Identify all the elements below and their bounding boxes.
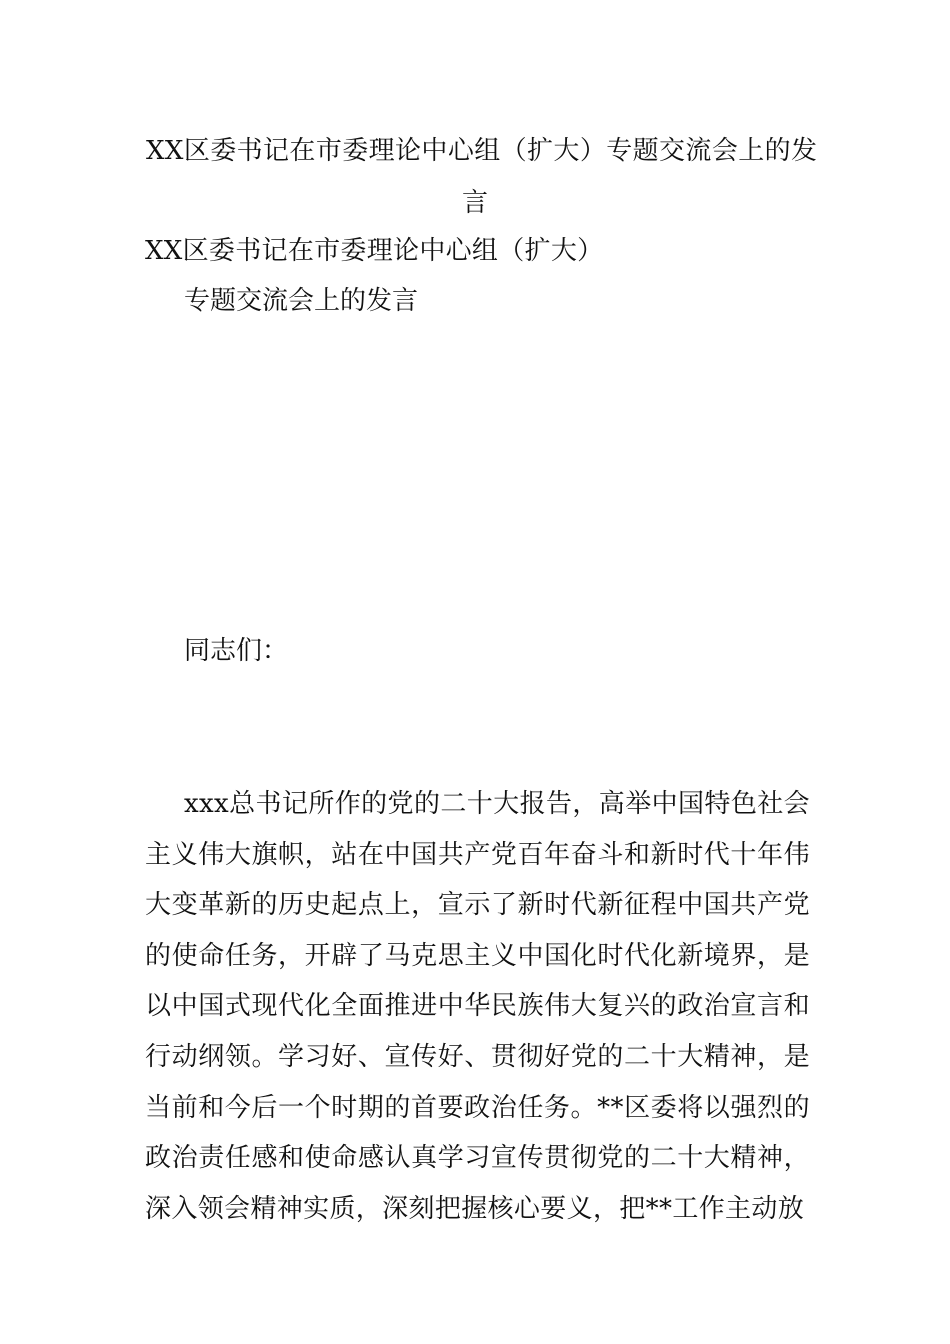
document-subtitle-line-2: 专题交流会上的发言 — [184, 286, 419, 316]
body-paragraph: xxx总书记所作的党的二十大报告，高举中国特色社会主义伟大旗帜，站在中国共产党百年奋斗和新时代十年伟大变革新的历史起点上，宣示了新时代新征程中国共产党的使命任务，开辟了马克思主义中国化时代化新境界，是以中国式现代化全面推进中华民族伟大复兴的政治宣言和行动纲领。学习好、宣传好、贯彻好党的二十大精神，是当前和今后一个时期的首要政治任务。**区委将以强烈的政治责任感和使命感认真学习宣传贯彻党的二十大精神，深入领会精神实质，深刻把握核心要义，把**工作主动放 — [145, 789, 810, 1224]
salutation: 同志们： — [184, 636, 289, 666]
document-subtitle-line-1: XX区委书记在市委理论中心组（扩大） — [145, 236, 604, 266]
document-title-line-1: XX区委书记在市委理论中心组（扩大）专题交流会上的发 — [146, 136, 818, 166]
document-title-line-2: 言 — [461, 188, 488, 218]
